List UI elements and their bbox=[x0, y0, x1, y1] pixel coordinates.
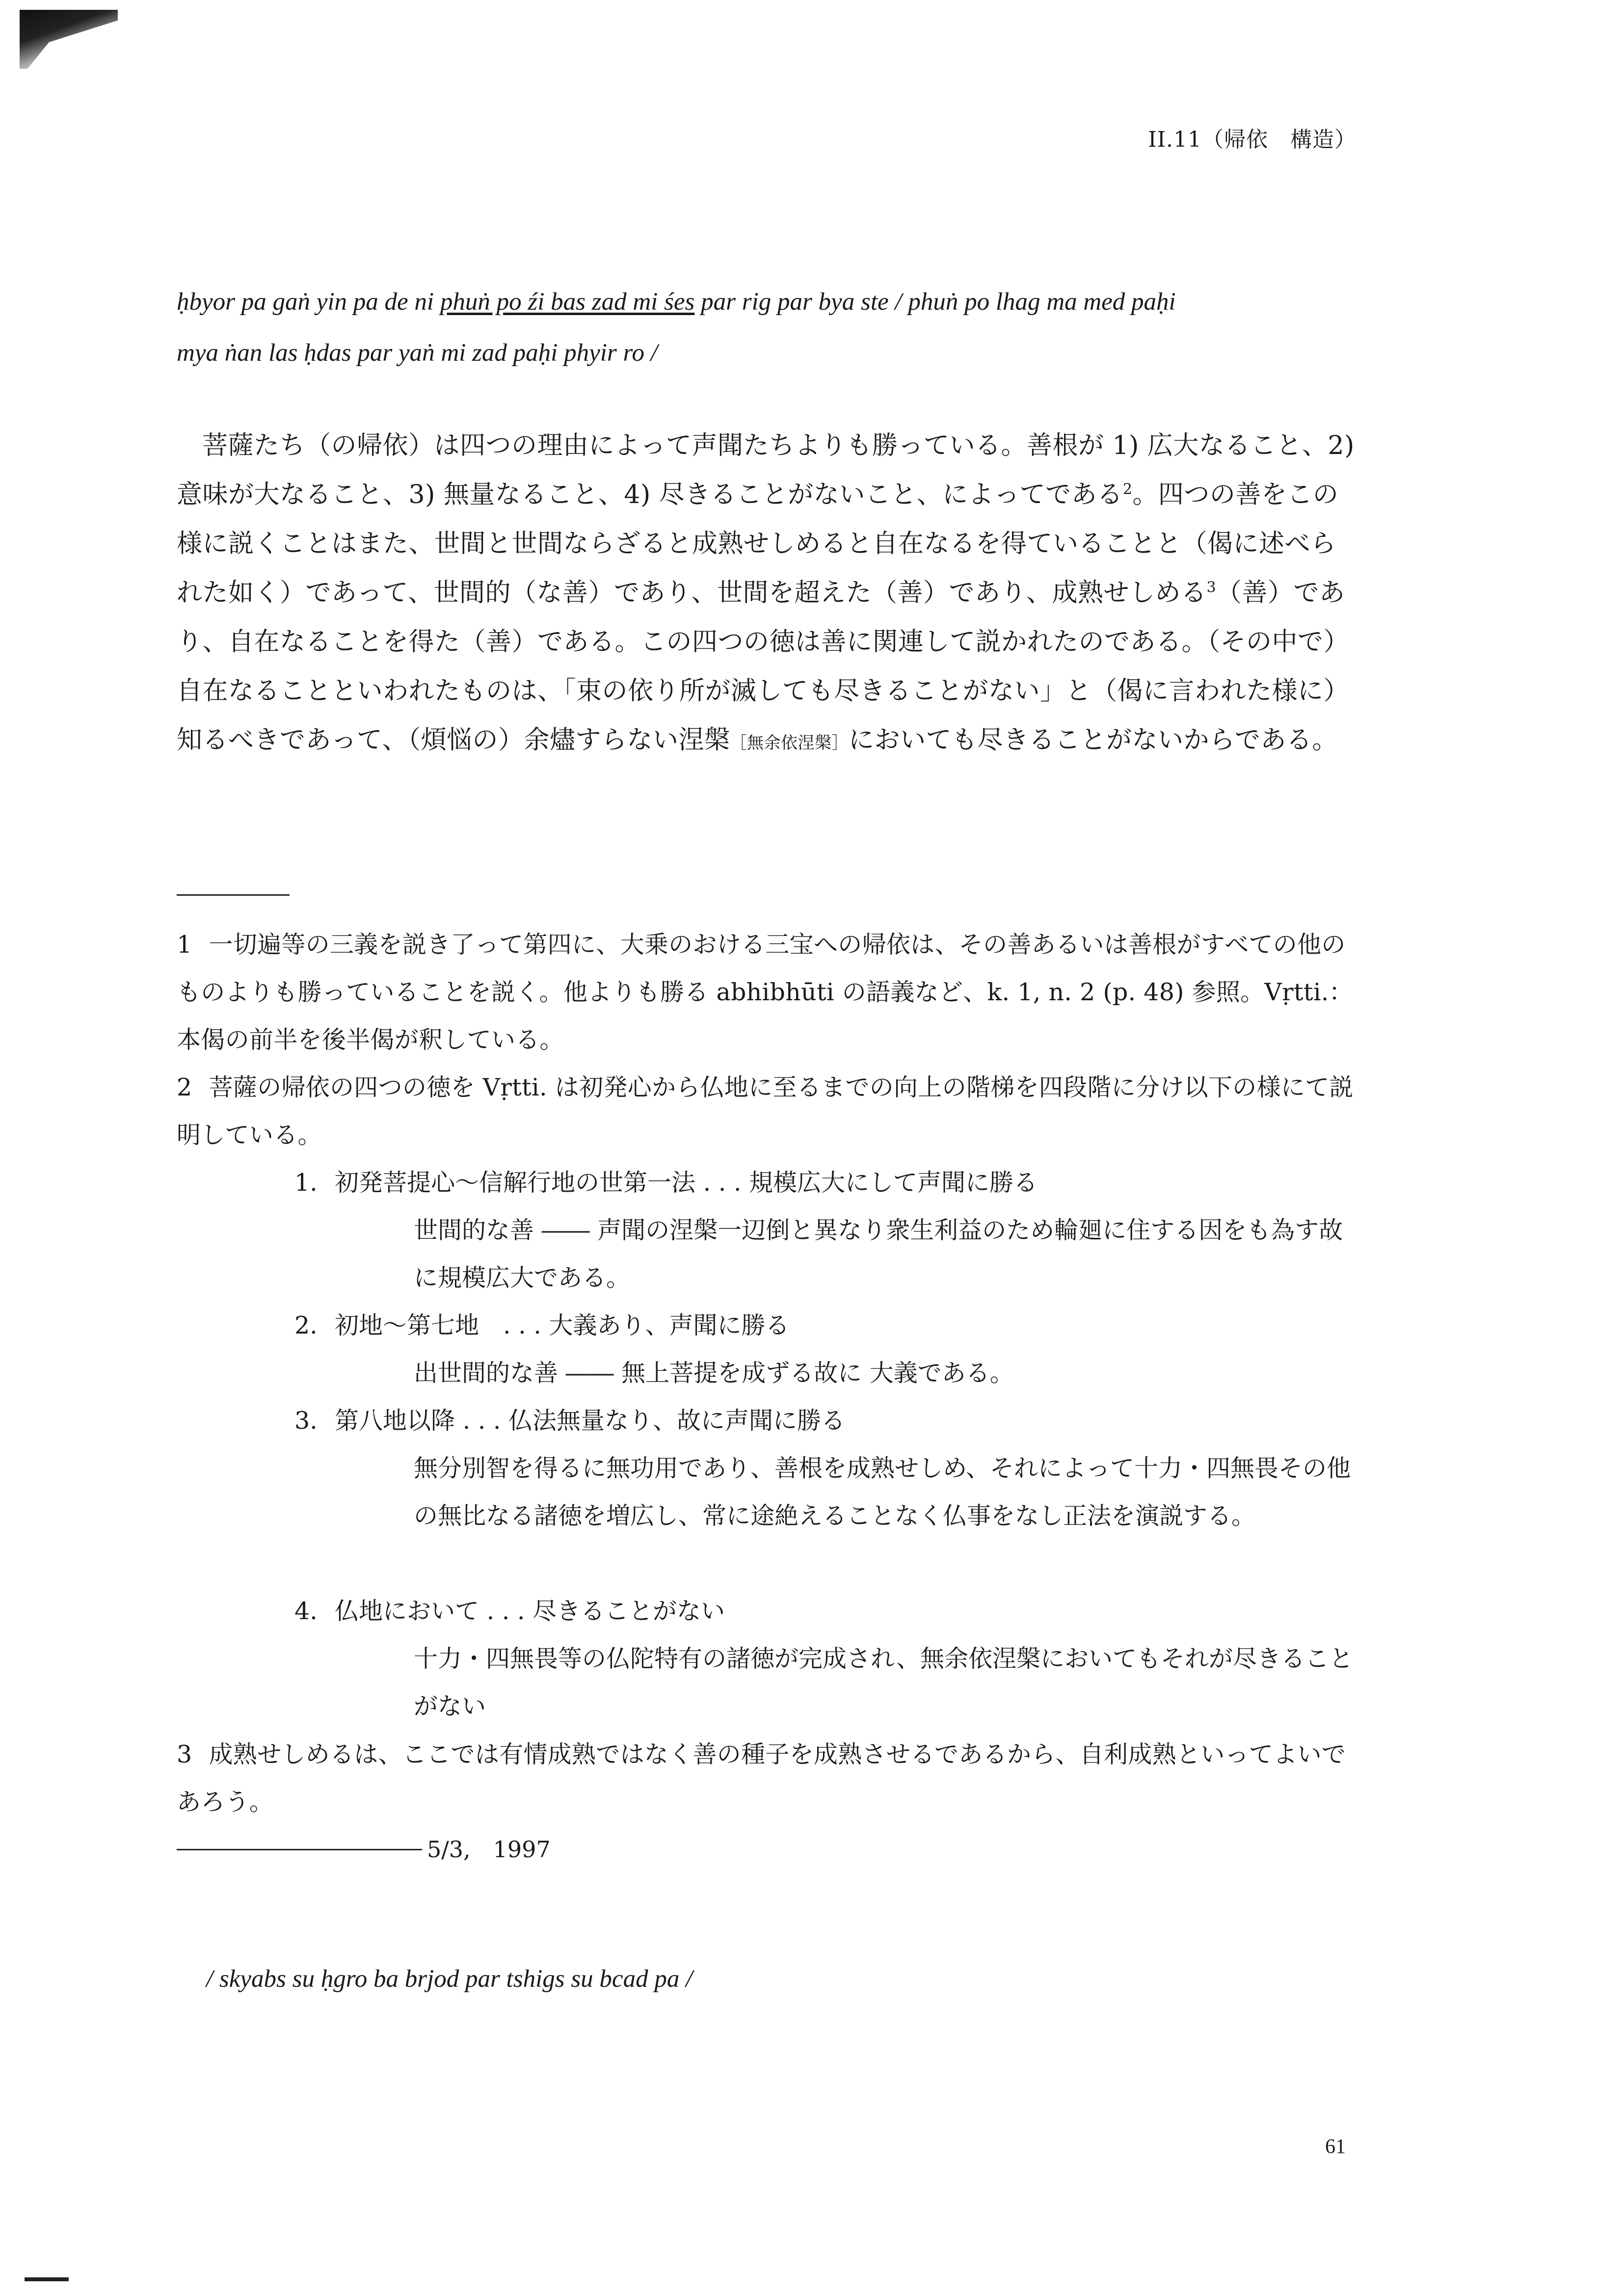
footnote-2-number: 2 bbox=[177, 1073, 192, 1101]
tibetan-line2: mya ṅan las ḥdas par yaṅ mi zad paḥi phyir ro / bbox=[177, 339, 658, 367]
footnote-3-number: 3 bbox=[177, 1740, 192, 1768]
main-text-part4: においても尽きることがないからである。 bbox=[848, 725, 1338, 755]
main-text-part2: 。四つの善をこの様に説くことはまた、世間と世間ならざると成熟せしめると自在なるを得ていることと（偈に述べられた如く）であって、世間的（な善）であり、世間を超えた（善）であり、成熟せしめる bbox=[177, 480, 1339, 608]
footnote-3 bbox=[177, 1731, 1357, 1826]
main-text-part1: 菩薩たち（の帰依）は四つの理由によって声聞たちよりも勝っている。善根が 1) 広大なること、2) 意味が大なること、3) 無量なること、4) 尽きることがないこと、によってである bbox=[177, 431, 1355, 509]
footnote-ref-3: 3 bbox=[1206, 579, 1217, 596]
stage-title: 仏地において . . . 尽きることがない bbox=[335, 1597, 725, 1625]
stage-item-1 bbox=[294, 1159, 1038, 1206]
running-header: II.11（帰依 構造） bbox=[1148, 127, 1357, 152]
tibetan-line1-start: ḥbyor pa gaṅ yin pa de ni bbox=[177, 288, 440, 316]
tibetan-line1-end: par rig par bya ste / phuṅ po lhag ma med paḥi bbox=[694, 288, 1176, 316]
stage-description-1: 世間的な善 ―― 声聞の涅槃一辺倒と異なり衆生利益のため輪廻に住する因をも為す故に規模広大である。 bbox=[414, 1216, 1343, 1292]
tibetan-underlined-phrase: phuṅ po źi bas zad mi śes bbox=[440, 288, 695, 316]
footnote-1-text: 一切遍等の三義を説き了って第四に、大乗のおける三宝への帰依は、その善あるいは善根がすべての他のものよりも勝っていることを説く。他よりも勝る abhibhūti の語義など、k. 1, n. 2 (p. 48) 参照。Vṛtti.：本偈の前半を後半偈が釈している。 bbox=[177, 931, 1353, 1054]
stage-number: 4. bbox=[294, 1597, 318, 1625]
date-text: 5/3, 1997 bbox=[427, 1836, 551, 1863]
stage-item-3 bbox=[294, 1397, 845, 1444]
tibetan-verse-bottom: / skyabs su ḥgro ba brjod par tshigs su bcad pa / bbox=[206, 1965, 693, 1993]
footnote-3-text: 成熟せしめるは、ここでは有情成熟ではなく善の種子を成熟させるであるから、自利成熟といってよいであろう。 bbox=[177, 1740, 1346, 1816]
stage-number: 2. bbox=[294, 1311, 318, 1339]
footnote-1 bbox=[177, 921, 1357, 1064]
main-paragraph bbox=[177, 421, 1357, 768]
main-text-part3: （善）であり、自在なることを得た（善）である。この四つの徳は善に関連して説かれたのである。（その中で）自在なることといわれたものは、「束の依り所が滅しても尽きることがない」と（偈に言われた様に）知るべきであって、（煩悩の）余燼すらない涅槃 bbox=[177, 578, 1350, 755]
stage-item-4 bbox=[294, 1587, 725, 1635]
stage-description-2: 出世間的な善 ―― 無上菩提を成ずる故に 大義である。 bbox=[414, 1359, 1014, 1387]
tibetan-verse-top bbox=[177, 276, 1357, 378]
footnote-2-text: 菩薩の帰依の四つの徳を Vṛtti. は初発心から仏地に至るまでの向上の階梯を四段階に分け以下の様にて説明している。 bbox=[177, 1073, 1354, 1149]
footnote-2 bbox=[177, 1064, 1357, 1159]
scan-corner-mark bbox=[20, 10, 118, 69]
stage-description-4: 十力・四無畏等の仏陀特有の諸徳が完成され、無余依涅槃においてもそれが尽きることがない bbox=[414, 1645, 1353, 1720]
stage-title: 初発菩提心〜信解行地の世第一法 . . . 規模広大にして声聞に勝る bbox=[335, 1169, 1038, 1197]
footnote-1-number: 1 bbox=[177, 931, 192, 959]
stage-title: 第八地以降 . . . 仏法無量なり、故に声聞に勝る bbox=[335, 1407, 846, 1435]
stage-title: 初地〜第七地 . . . 大義あり、声聞に勝る bbox=[335, 1311, 790, 1339]
stage-number: 1. bbox=[294, 1169, 318, 1197]
footnote-separator bbox=[177, 894, 290, 896]
dateline bbox=[177, 1826, 551, 1873]
date-rule bbox=[177, 1849, 422, 1850]
stage-item-2 bbox=[294, 1302, 789, 1349]
stage-description-3: 無分別智を得るに無功用であり、善根を成熟せしめ、それによって十力・四無畏その他の無比なる諸徳を増広し、常に途絶えることなく仏事をなし正法を演説する。 bbox=[414, 1454, 1351, 1530]
page-number: 61 bbox=[1325, 2136, 1346, 2158]
footnote-ref-2: 2 bbox=[1122, 481, 1133, 498]
gloss-bracket: ［無余依涅槃］ bbox=[730, 733, 849, 753]
scan-bottom-mark bbox=[25, 2277, 69, 2281]
stage-number: 3. bbox=[294, 1407, 318, 1435]
